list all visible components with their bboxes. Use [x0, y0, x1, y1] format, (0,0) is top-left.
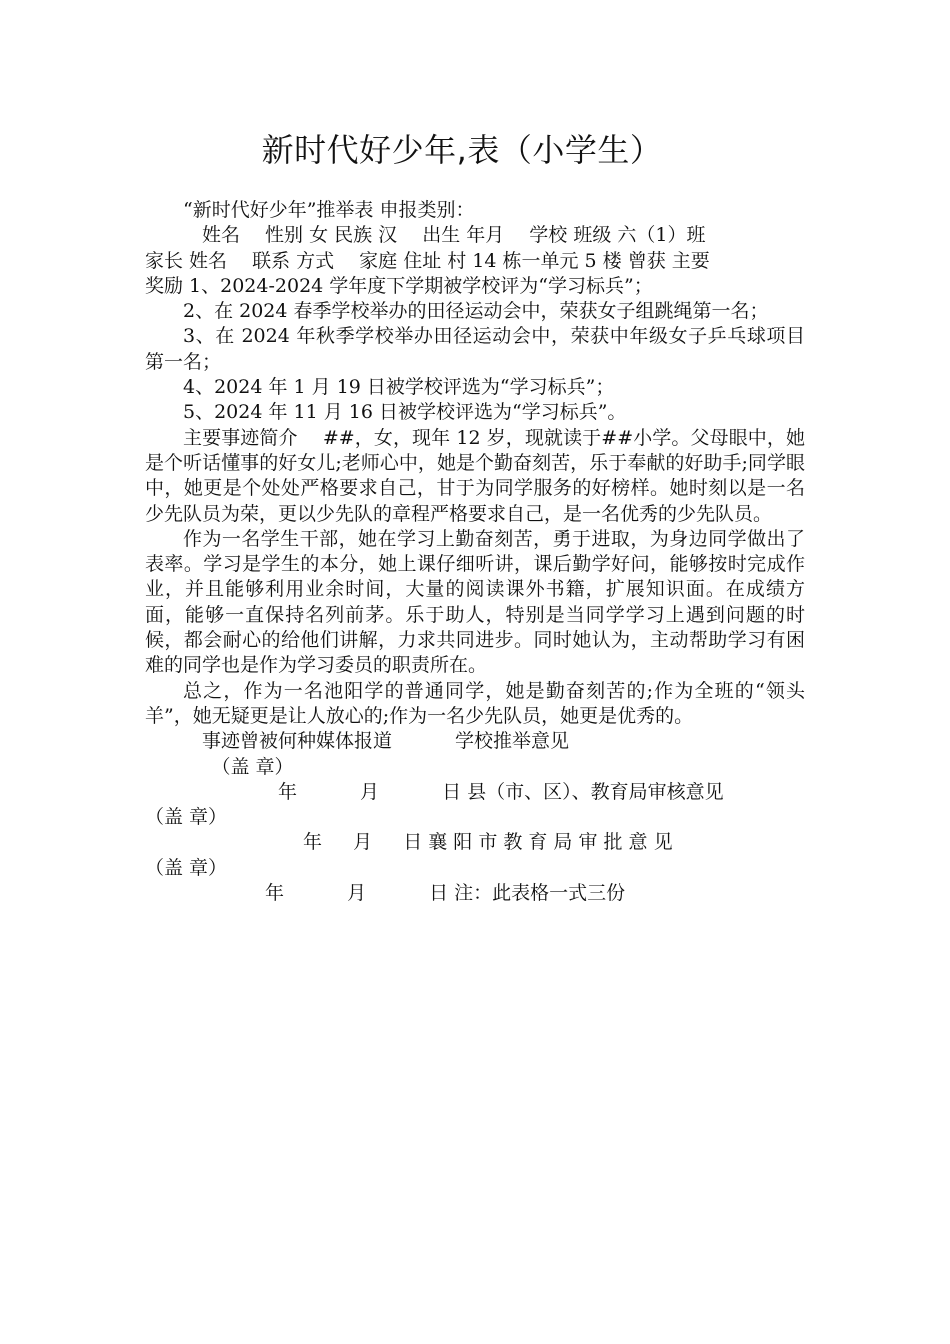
deeds-summary-paragraph: 主要事迹简介 ##，女，现年 12 岁，现就读于##小学。父母眼中，她是个听话懂事的好女儿;老师心中，她是个勤奋刻苦，乐于奉献的好助手;同学眼中，她更是个处处严格要求自己，甘于为同学服务的好榜样。她时刻以是一名少先队员为荣，更以少先队的章程严格要求自己，是一名优秀的少先队员。 [145, 426, 805, 525]
personal-info-line: 姓名 性别 女 民族 汉 出生 年月 学校 班级 六（1）班 [145, 224, 706, 247]
form-heading-line: “新时代好少年”推举表 申报类别： [145, 199, 475, 221]
city-seal-line: （盖 章） [145, 856, 228, 879]
award-line-3: 3、在 2024 年秋季学校举办田径运动会中，荣获中年级女子乒乓球项目第一名； [145, 325, 805, 373]
award-line-1: 奖励 1、2024-2024 学年度下学期被学校评为“学习标兵”； [145, 274, 653, 297]
school-seal-line: （盖 章） [145, 755, 294, 778]
award-line-2: 2、在 2024 春季学校举办的田径运动会中，荣获女子组跳绳第一名； [183, 300, 769, 323]
student-leader-paragraph: 作为一名学生干部，她在学习上勤奋刻苦，勇于进取，为身边同学做出了表率。学习是学生的本分，她上课仔细听讲，课后勤学好问，能够按时完成作业，并且能够利用业余时间，大量的阅读课外书籍，扩展知识面。在成绩方面，能够一直保持名列前茅。乐于助人，特别是当同学学习上遇到问题的时候，都会耐心的给他们讲解，力求共同进步。同时她认为，主动帮助学习有困难的同学也是作为学习委员的职责所在。 [145, 527, 805, 677]
county-seal-line: （盖 章） [145, 806, 228, 829]
award-line-5: 5、2024 年 11 月 16 日被学校评选为“学习标兵”。 [183, 401, 627, 424]
county-review-line: 年 月 日 县（市、区）、教育局审核意见 [145, 780, 724, 803]
media-and-school-opinion-line: 事迹曾被何种媒体报道 学校推举意见 [145, 730, 570, 753]
copies-note-line: 年 月 日 注：此表格一式三份 [145, 882, 626, 905]
family-info-line: 家长 姓名 联系 方式 家庭 住址 村 14 栋一单元 5 楼 曾获 主要 [145, 249, 710, 272]
document-title: 新时代好少年,表（小学生） [261, 131, 663, 169]
document-body [145, 198, 805, 906]
award-line-4: 4、2024 年 1 月 19 日被学校评选为“学习标兵”； [183, 376, 615, 399]
city-approval-line: 年 月 日 襄 阳 市 教 育 局 审 批 意 见 [145, 831, 673, 854]
conclusion-paragraph: 总之，作为一名池阳学的普通同学，她是勤奋刻苦的;作为全班的“领头羊”，她无疑更是让人放心的;作为一名少先队员，她更是优秀的。 [145, 679, 805, 727]
